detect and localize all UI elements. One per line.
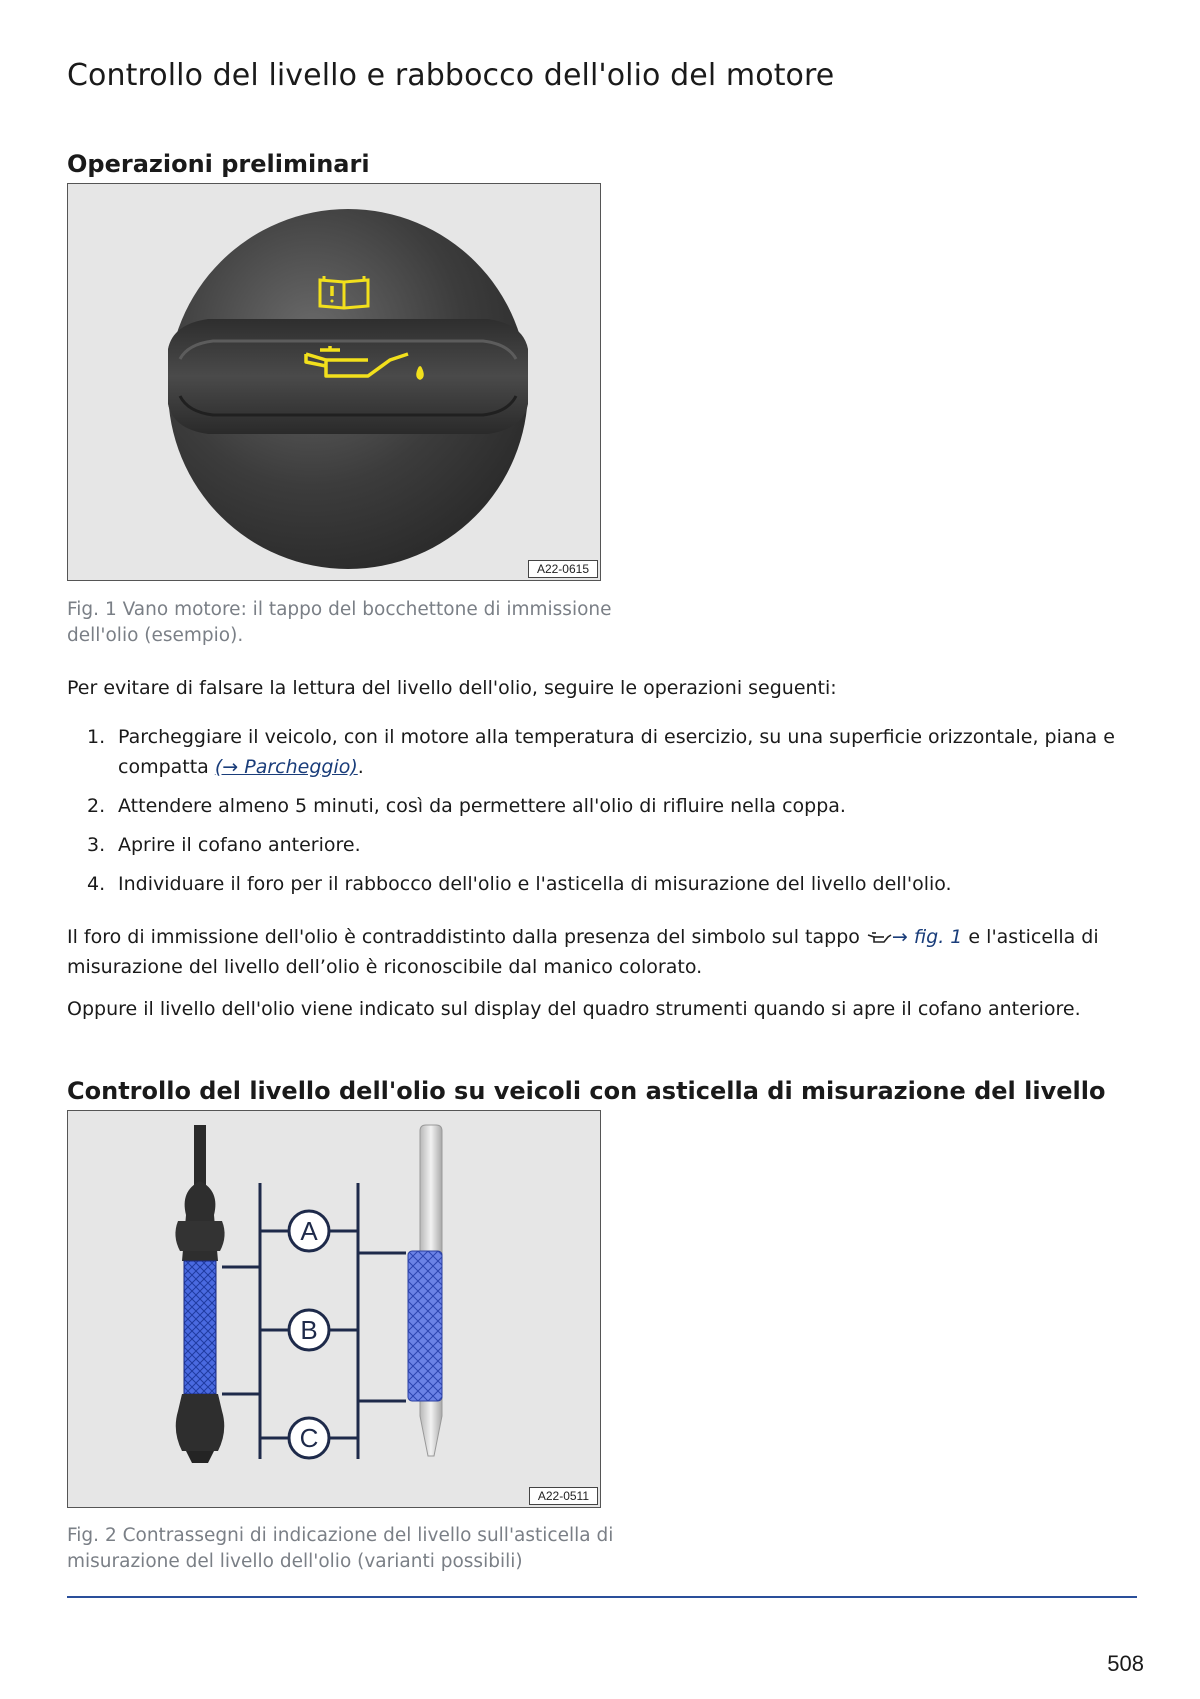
- step-punct: .: [357, 756, 364, 778]
- oil-cap-illustration: [68, 184, 602, 582]
- step-number: 4.: [87, 873, 106, 895]
- oil-can-icon: [866, 931, 892, 945]
- step-number: 2.: [87, 795, 106, 817]
- section-heading-dipstick: Controllo del livello dell'olio su veicoli con asticella di misurazione del livello: [67, 1077, 1106, 1105]
- list-item: [67, 869, 1147, 899]
- page-title: Controllo del livello e rabbocco dell'olio del motore: [67, 58, 835, 93]
- list-item: [67, 722, 1147, 782]
- marker-label-c: C: [299, 1423, 319, 1453]
- marker-a: [289, 1211, 329, 1251]
- fig1-link[interactable]: → fig. 1: [891, 926, 963, 948]
- rod-dipstick: [175, 1125, 224, 1463]
- paragraph-text: e l'asticella di misurazione del livello dell’olio è riconoscibile dal manico colorato.: [67, 926, 1099, 978]
- figure-dipstick: [67, 1110, 601, 1508]
- step-text: Attendere almeno 5 minuti, così da permettere all'olio di rifluire nella coppa.: [118, 795, 846, 817]
- page-number: 508: [1107, 1651, 1144, 1676]
- figure-code: A22-0615: [528, 560, 598, 578]
- step-text: Parcheggiare il veicolo, con il motore alla temperatura di esercizio, su una superficie orizzontale, piana e compatta: [118, 726, 1115, 778]
- figure-caption-2: Fig. 2 Contrassegni di indicazione del livello sull'asticella di misurazione del livello dell'olio (varianti possibili): [67, 1525, 614, 1572]
- step-text: Aprire il cofano anteriore.: [118, 834, 361, 856]
- marker-c: [289, 1418, 329, 1458]
- marker-label-b: B: [300, 1315, 318, 1345]
- parcheggio-link[interactable]: (→ Parcheggio): [214, 756, 358, 778]
- figure-oil-cap: [67, 183, 601, 581]
- step-number: 3.: [87, 834, 106, 856]
- figure-code: A22-0511: [529, 1487, 598, 1505]
- display-paragraph: Oppure il livello dell'olio viene indicato sul display del quadro strumenti quando si apre il cofano anteriore.: [67, 998, 1081, 1020]
- step-text: Individuare il foro per il rabbocco dell'olio e l'asticella di misurazione del livello dell'olio.: [118, 873, 952, 895]
- step-number: 1.: [87, 726, 106, 748]
- intro-paragraph: Per evitare di falsare la lettura del livello dell'olio, seguire le operazioni seguenti:: [67, 677, 837, 699]
- section-heading-preliminary: Operazioni preliminari: [67, 150, 370, 178]
- paragraph-text: Il foro di immissione dell'olio è contraddistinto dalla presenza del simbolo sul tappo: [67, 926, 866, 948]
- marker-label-a: A: [300, 1216, 318, 1246]
- list-item: [67, 830, 1147, 860]
- list-item: [67, 791, 1147, 821]
- footer-divider: [67, 1596, 1137, 1598]
- oil-filler-paragraph: [67, 922, 1147, 982]
- figure-caption-1: Fig. 1 Vano motore: il tappo del bocchettone di immissione dell'olio (esempio).: [67, 599, 612, 646]
- steps-list: [67, 722, 1147, 908]
- marker-b: [289, 1310, 329, 1350]
- strip-dipstick: [408, 1125, 442, 1456]
- dipstick-illustration: [68, 1111, 602, 1509]
